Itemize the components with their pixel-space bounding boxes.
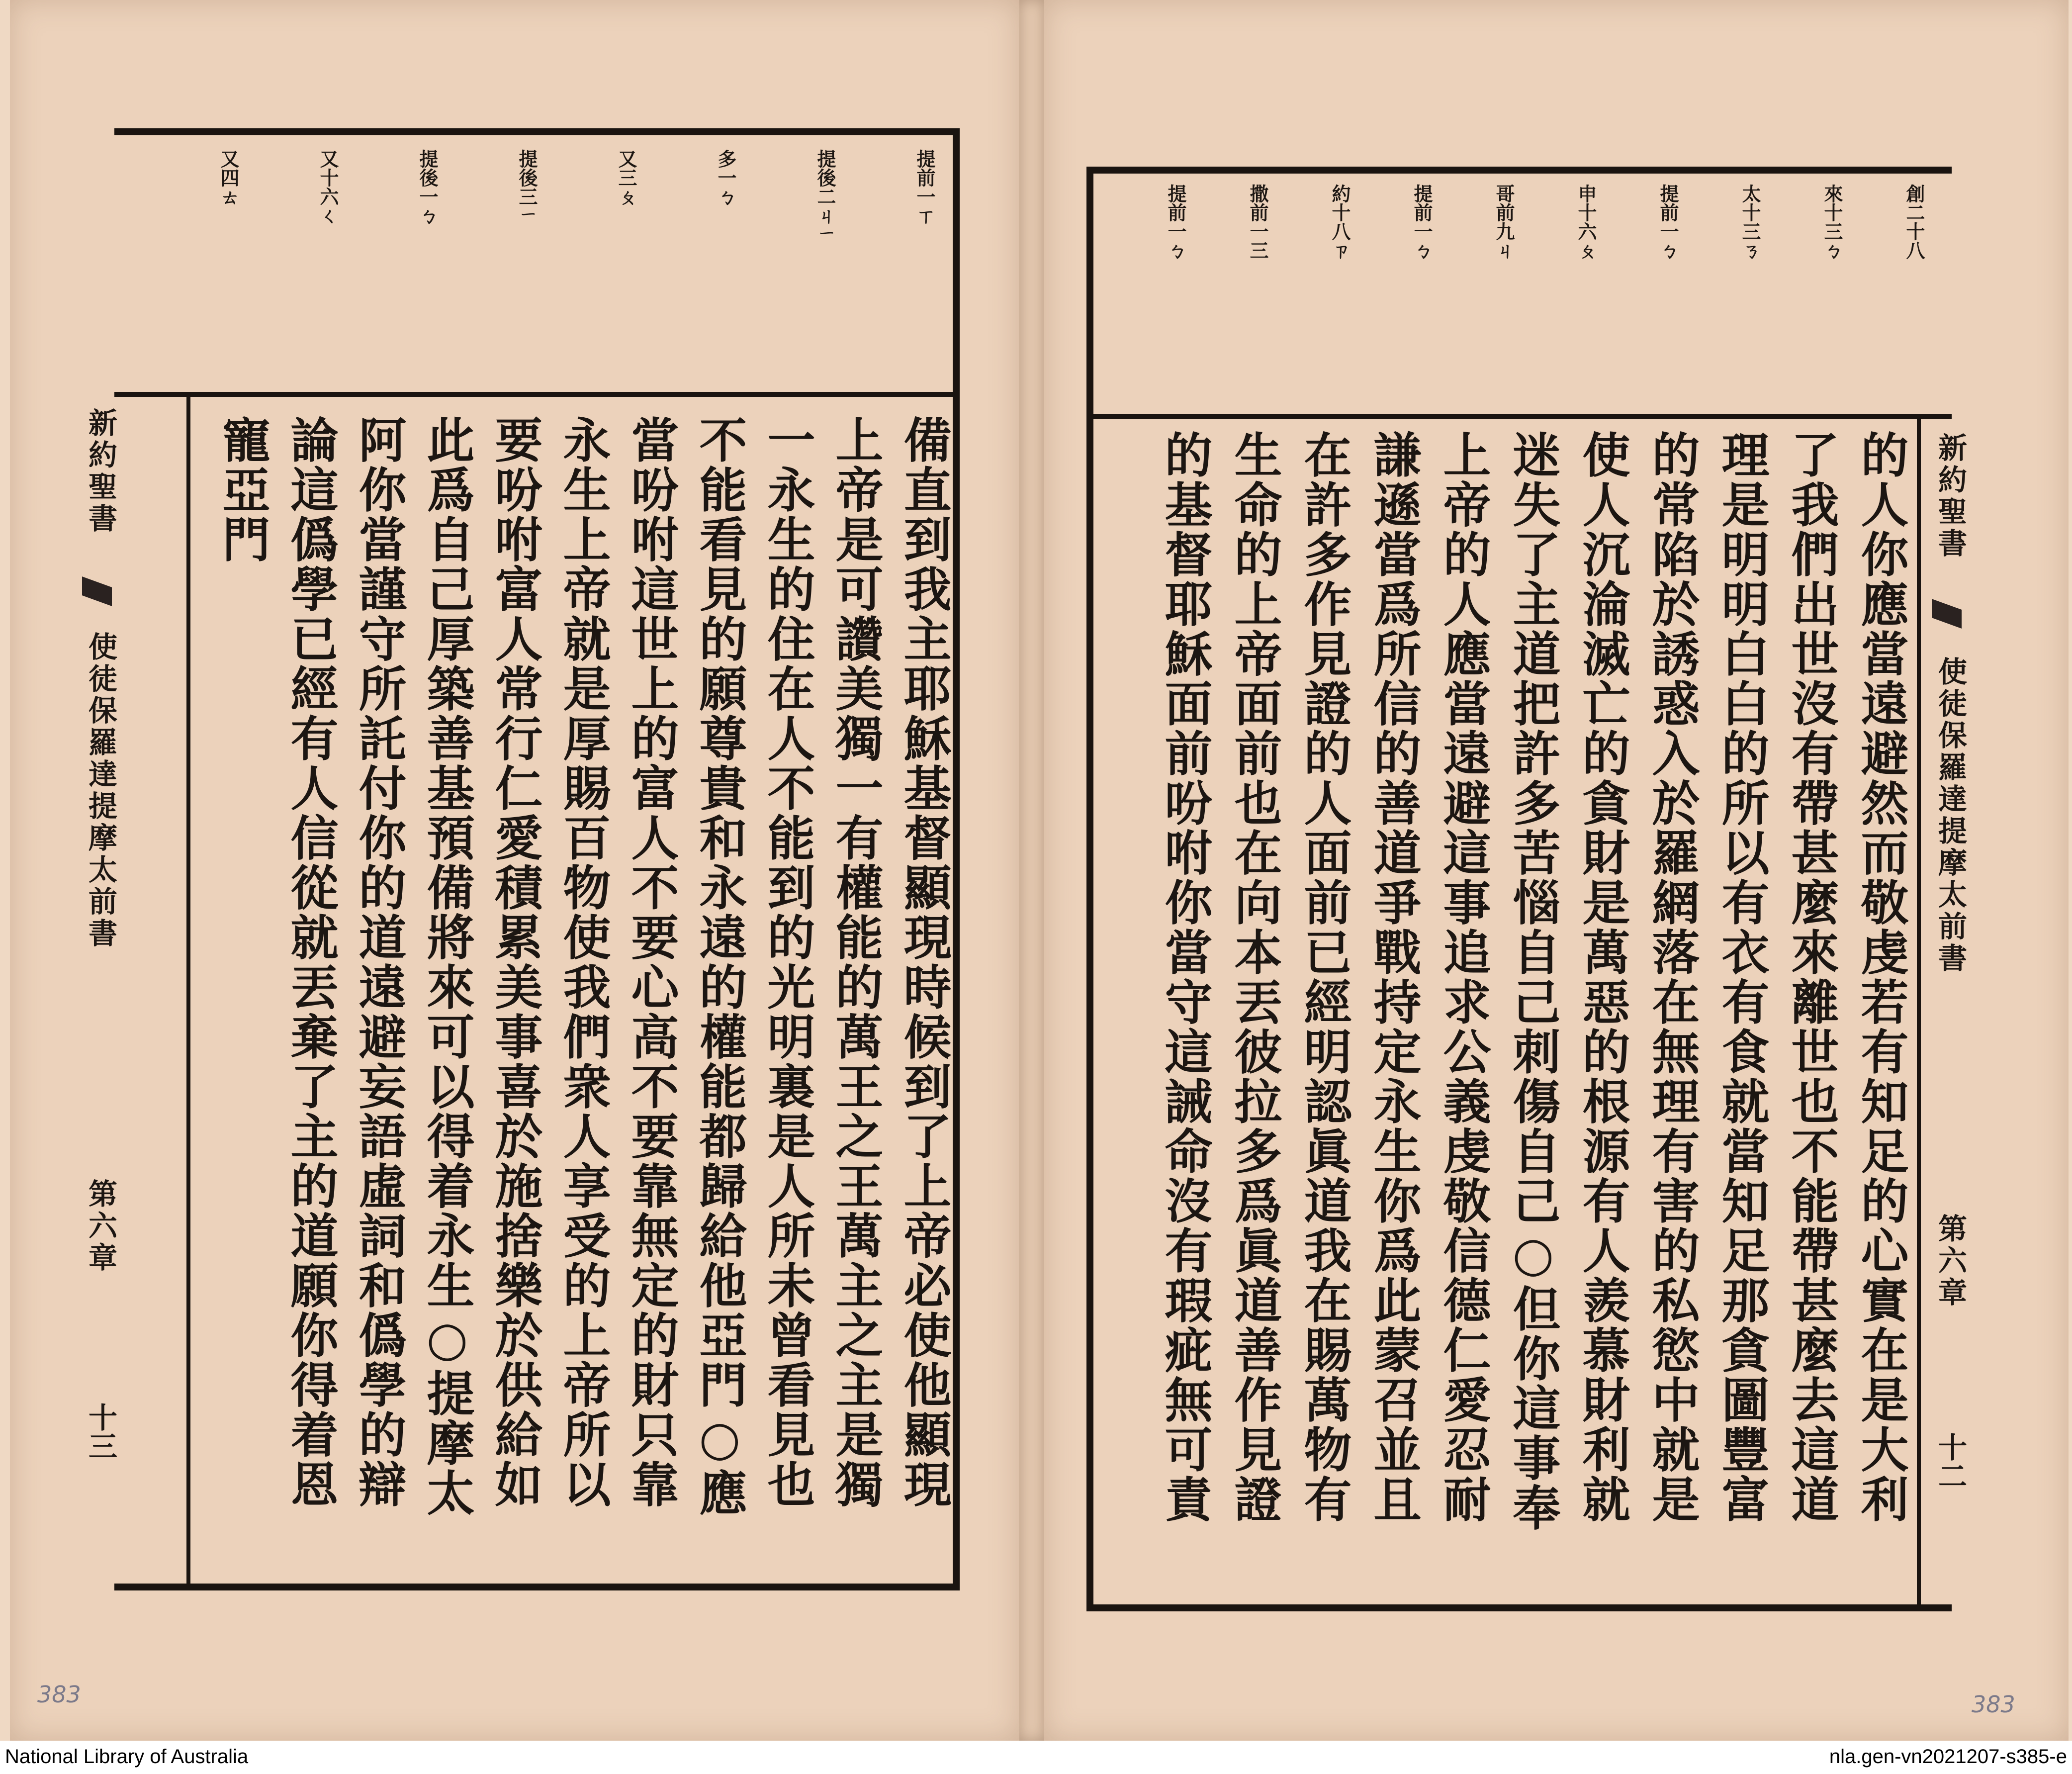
footer-bar: [0, 1741, 2072, 1774]
cross-reference: 來十三ㄅ: [1821, 184, 1843, 260]
body-column: 此爲自己厚築善基預備將來可以得着永生○提摩太: [419, 415, 475, 1518]
body-column: 生命的上帝面前也在向本丟彼拉多爲眞道善作見證: [1227, 430, 1283, 1524]
cross-reference: 約十八ㄗ: [1329, 184, 1351, 260]
cross-reference: 又十六ㄑ: [317, 149, 339, 225]
body-column: 的常陷於誘惑入於羅網落在無理有害的私慾中就是: [1644, 430, 1701, 1524]
cross-reference: 又三ㄆ: [615, 149, 637, 206]
body-column: 了我們出世沒有帶甚麼來離世也不能帶甚麼去這道: [1784, 430, 1840, 1524]
left-ref-divider: [114, 392, 960, 397]
body-column: 的人你應當遠避然而敬虔若有知足的心實在是大利: [1853, 430, 1909, 1524]
body-column: 當吩咐這世上的富人不要心高不要靠無定的財只靠: [624, 415, 680, 1509]
footer-credit: National Library of Australia: [5, 1746, 249, 1768]
body-column: 永生上帝就是厚賜百物使我們衆人享受的上帝所以: [555, 415, 612, 1509]
body-column: 上帝是可讚美獨一有權能的萬王之王萬主之主是獨: [828, 415, 884, 1509]
body-column: 要吩咐富人常行仁愛積累美事喜於施捨樂於供給如: [487, 415, 543, 1509]
body-column: 理是明明白白的所以有衣有食就當知足那貪圖豐富: [1714, 430, 1770, 1524]
left-epistle-title: 使徒保羅達提摩太前書: [84, 632, 117, 950]
cross-reference: 申十六ㄆ: [1575, 184, 1597, 260]
cross-reference: 提後二ㄐㄧ: [814, 149, 836, 240]
cross-reference: 提前一ㄅ: [1165, 184, 1187, 260]
cross-reference: 提後三ㄧ: [516, 149, 538, 221]
left-chapter: 第六章: [84, 1179, 117, 1274]
body-column: 謙遜當爲所信的善道爭戰持定永生你爲此蒙召並且: [1366, 430, 1422, 1524]
left-book-title: 新約聖書: [84, 408, 117, 535]
right-book-title: 新約聖書: [1933, 433, 1967, 560]
cross-reference: 創二十八: [1903, 184, 1925, 260]
right-epistle-title: 使徒保羅達提摩太前書: [1933, 656, 1967, 975]
body-column: 使人沉淪滅亡的貪財是萬惡的根源有人羨慕財利就: [1575, 430, 1631, 1524]
right-pencil-note: 383: [1972, 1691, 2015, 1718]
cross-reference: 太十三ㄋ: [1739, 184, 1761, 260]
body-column: 阿你當謹守所託付你的道遠避妄語虛詞和僞學的辯: [351, 415, 407, 1509]
body-column: 一永生的住在人不能到的光明裏是人所未曾看見也: [760, 415, 816, 1509]
body-column: 不能看見的願尊貴和永遠的權能都歸給他亞門○應: [692, 415, 748, 1518]
cross-reference: 提前一ㄅ: [1411, 184, 1433, 260]
cross-reference: 提前一ㄒ: [913, 149, 936, 225]
body-column: 寵亞門: [215, 415, 271, 564]
cross-reference: 哥前九ㄐ: [1493, 184, 1515, 260]
cross-reference: 又四ㄊ: [217, 149, 240, 206]
cross-reference: 提前一ㄅ: [1657, 184, 1679, 260]
body-column: 在許多作見證的人面前已經明認眞道我在賜萬物有: [1296, 430, 1352, 1524]
left-pencil-note: 383: [37, 1681, 81, 1708]
cross-reference: 撒前一三: [1247, 184, 1269, 260]
body-column: 迷失了主道把許多苦惱自己刺傷自己○但你這事奉: [1505, 430, 1561, 1533]
book-gutter: [1019, 0, 1044, 1741]
body-column: 的基督耶穌面前吩咐你當守這誡命沒有瑕疵無可責: [1157, 430, 1213, 1524]
left-margin-rule: [186, 392, 190, 1590]
right-ref-divider: [1086, 414, 1952, 419]
left-page-number: 十三: [84, 1402, 117, 1460]
cross-reference: 提後一ㄅ: [416, 149, 439, 225]
right-chapter: 第六章: [1933, 1214, 1967, 1309]
footer-identifier: nla.gen-vn2021207-s385-e: [1829, 1746, 2067, 1768]
body-column: 上帝的人應當遠避這事追求公義虔敬信德仁愛忍耐: [1436, 430, 1492, 1524]
right-margin-rule: [1917, 414, 1921, 1611]
right-page-number: 十二: [1933, 1432, 1967, 1490]
cross-reference: 多一ㄅ: [715, 149, 737, 206]
body-column: 論這僞學已經有人信從就丟棄了主的道願你得着恩: [283, 415, 339, 1509]
body-column: 備直到我主耶穌基督顯現時候到了上帝必使他顯現: [896, 415, 952, 1509]
